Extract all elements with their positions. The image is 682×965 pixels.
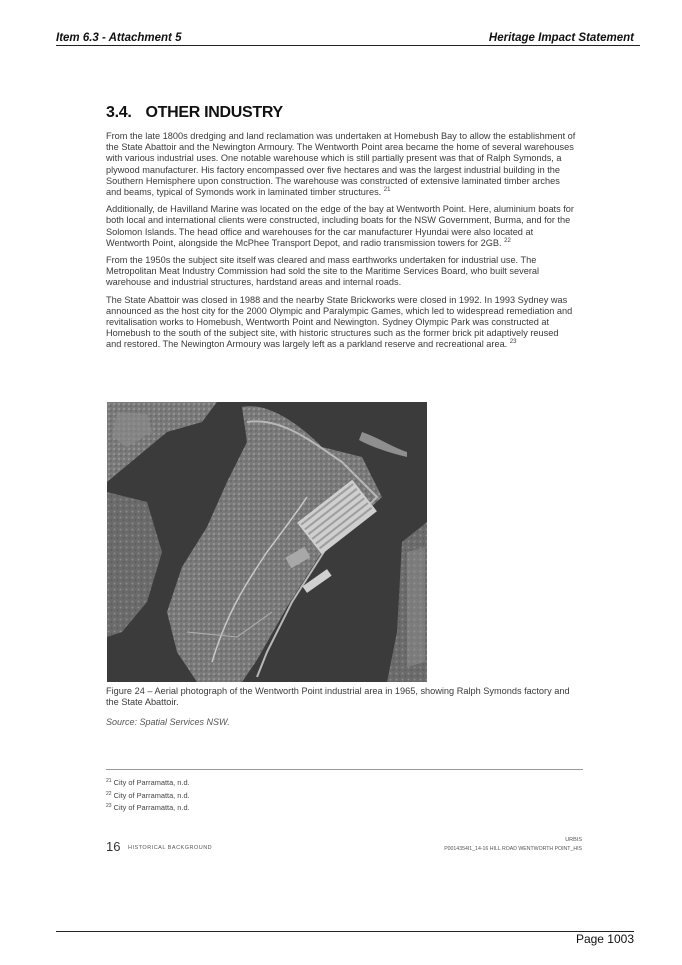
footnote-divider xyxy=(106,769,583,770)
footer-divider xyxy=(56,931,634,932)
aerial-photo-image xyxy=(107,402,427,682)
body-text xyxy=(106,131,576,357)
footnote: $^{23}$ City of Parramatta, n.d. xyxy=(106,803,190,812)
figure-caption: Figure 24 – Aerial photograph of the Wentworth Point industrial area in 1965, showing Ralph Symonds factory and the State Abattoir. xyxy=(106,686,570,708)
footnote-ref[interactable]: 23 xyxy=(509,339,517,346)
footer-reference: P0014354I1_14-16 HILL ROAD WENTWORTH POINT_HIS xyxy=(444,846,582,852)
footnote: $^{22}$ City of Parramatta, n.d. xyxy=(106,791,190,800)
running-header-left: Item 6.3 - Attachment 5 xyxy=(56,32,182,44)
footer-section-name: HISTORICAL BACKGROUND xyxy=(128,845,213,851)
paragraph: Additionally, de Havilland Marine was located on the edge of the bay at Wentworth Point. Here, aluminium boats for both local and international clients were constructed, including boats for the NSW Government, Burma, and for the Solomon Islands. The head office and warehouses for the car manufacturer Hyundai were also located at Wentworth Point, alongside the McPhee Transport Depot, and radio transmission towers for 2GB. $^{22}$ xyxy=(106,204,574,248)
header-divider xyxy=(56,45,640,46)
footnote-ref[interactable]: 21 xyxy=(383,187,391,194)
aerial-photograph xyxy=(107,402,427,682)
section-heading xyxy=(106,104,283,122)
paragraph: From the late 1800s dredging and land reclamation was undertaken at Homebush Bay to allow the establishment of the State Abattoir and the Newington Armoury. The Wentworth Point area became the home of several warehouses with various industrial uses. One notable warehouse which is still partially present was that of Ralph Symonds, a plywood manufacturer. His factory encompassed over five hectares and was the largest industrial building in the Southern Hemisphere upon construction. The warehouse was constructed of extensive laminated timber arches and beams, typical of Symonds work in laminated timber structures. $^{21}$ xyxy=(106,131,576,198)
paragraph: From the 1950s the subject site itself was cleared and mass earthworks undertaken for industrial use. The Metropolitan Meat Industry Commission had sold the site to the Maritime Services Board, who built several warehouse and industrial structures, hardstand areas and internal roads. xyxy=(106,255,540,288)
section-title: OTHER INDUSTRY xyxy=(145,104,283,121)
footer-firm: URBIS xyxy=(565,837,582,843)
figure-source: Source: Spatial Services NSW. xyxy=(106,717,230,727)
paragraph: The State Abattoir was closed in 1988 and the nearby State Brickworks were closed in 1992. In 1993 Sydney was announced as the host city for the 2000 Olympic and Paralympic Games, which led to widespread remediation and revitalisation works to Homebush, Wentworth Point and Newington. Sydney Olympic Park was constructed at Homebush to the south of the subject site, with historic structures such as the former brick pit adaptively reused and restored. The Newington Armoury was largely left as a parkland reserve and recreational area. $^{23}$ xyxy=(106,294,573,350)
footnote: $^{21}$ City of Parramatta, n.d. xyxy=(106,778,190,787)
document-page-number: 16 xyxy=(106,839,121,854)
agenda-page-label: Page 1003 xyxy=(575,932,634,946)
section-number: 3.4. xyxy=(106,104,132,121)
running-header-right: Heritage Impact Statement xyxy=(488,32,634,44)
footnote-ref[interactable]: 22 xyxy=(504,237,511,244)
